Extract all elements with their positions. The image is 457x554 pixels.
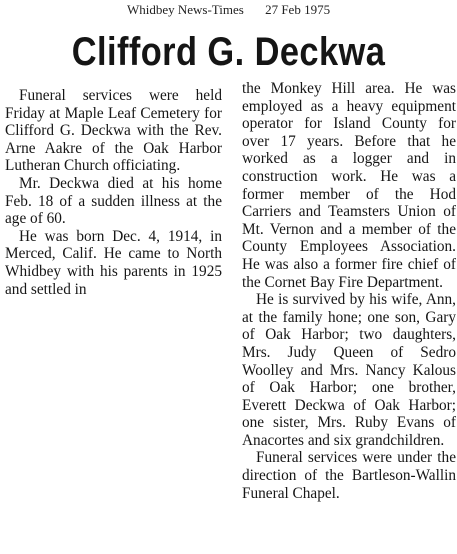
article-column-left — [5, 87, 222, 298]
paragraph-death: Mr. Deckwa died at his home Feb. 18 of a sudden illness at the age of 60. — [5, 174, 222, 228]
publication-name: Whidbey News-Times — [126, 2, 244, 17]
obituary-headline: Clifford G. Deckwa — [71, 30, 386, 74]
paragraph-birth: He was born Dec. 4, 1914, in Merced, Calif. He came to North Whidbey with his parents in 1925 and settled in — [5, 227, 222, 298]
paragraph-arrangements: Funeral services were under the direction of the Bartleson-Wallin Funeral Chapel. — [242, 449, 456, 502]
paragraph-career: the Monkey Hill area. He was employed as a heavy equipment operator for Island County for over 17 years. Before that he worked as a logger and in construction work. He was a former member of the Hod Carriers and Teamsters Union of Mt. Vernon and a member of the County Employees Association. He was also a former fire chief of the Cornet Bay Fire Department. — [242, 80, 456, 291]
publication-date: 27 Feb 1975 — [265, 2, 331, 17]
paragraph-services: Funeral services were held Friday at Maple Leaf Cemetery for Clifford G. Deckwa with the Rev. Arne Aakre of the Oak Harbor Lutheran Church officiating. — [5, 87, 222, 175]
paragraph-survivors: He is survived by his wife, Ann, at the family hone; one son, Gary of Oak Harbor; two daughters, Mrs. Judy Queen of Sedro Woolley and Mrs. Nancy Kalous of Oak Harbor; one brother, Everett Deckwa of Oak Harbor; one sister, Mrs. Ruby Evans of Anacortes and six grandchildren. — [242, 291, 456, 449]
publication-header — [0, 2, 457, 18]
article-column-right — [242, 80, 456, 502]
